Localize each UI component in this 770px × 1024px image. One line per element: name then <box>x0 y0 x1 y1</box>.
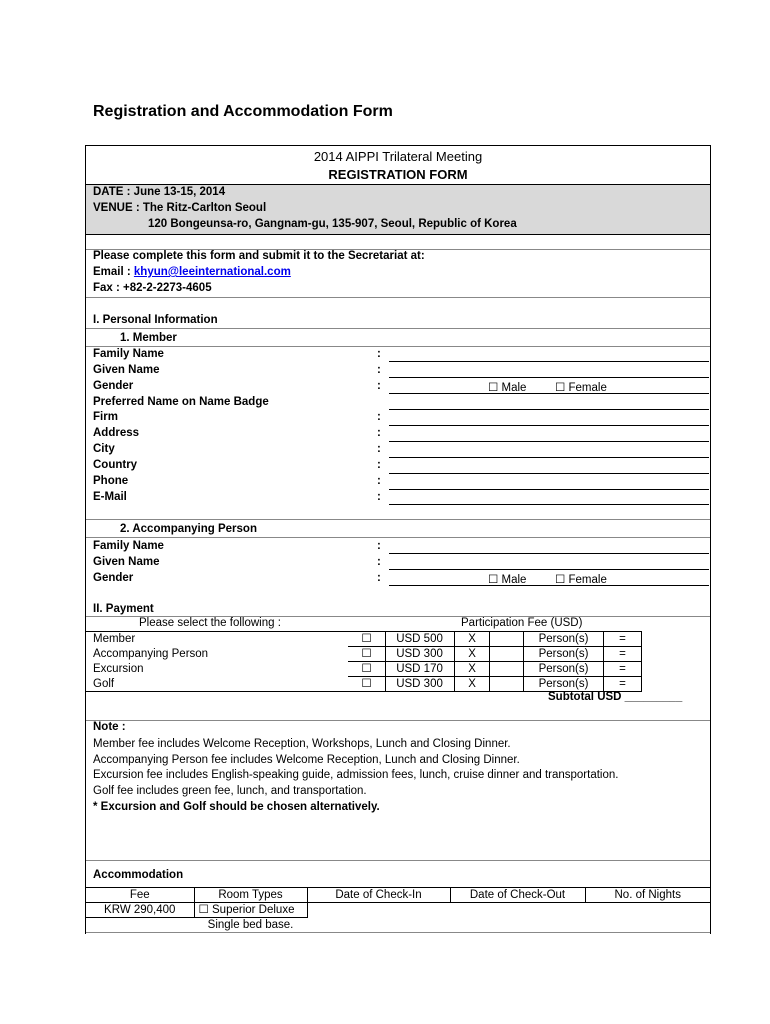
note-line: Golf fee includes green fee, lunch, and transportation. <box>93 785 367 797</box>
table-row <box>86 662 642 677</box>
firm-field[interactable] <box>389 425 709 426</box>
accompanying-heading: 2. Accompanying Person <box>120 523 257 535</box>
fee-checkbox-golf[interactable]: ☐ <box>348 677 386 692</box>
gender-field <box>389 393 709 394</box>
accommodation-table <box>86 887 710 932</box>
fee-equals: = <box>604 662 642 677</box>
fee-persons-input[interactable] <box>490 632 524 647</box>
colon: : <box>377 459 381 471</box>
section-payment-title: II. Payment <box>93 603 154 615</box>
submit-instruction: Please complete this form and submit it to the Secretariat at: <box>93 250 425 262</box>
fee-x: X <box>455 632 490 647</box>
city-field[interactable] <box>389 457 709 458</box>
acc-family-name-field[interactable] <box>389 553 709 554</box>
acc-nights-cell[interactable] <box>585 903 710 918</box>
field-label-family-name: Family Name <box>93 348 164 360</box>
fee-persons-label: Person(s) <box>524 677 604 692</box>
fee-label-golf: Golf <box>86 677 348 692</box>
fee-checkbox-accompanying[interactable]: ☐ <box>348 647 386 662</box>
acc-header-check-out: Date of Check-Out <box>450 888 585 903</box>
note-line: Accompanying Person fee includes Welcome Reception, Lunch and Closing Dinner. <box>93 754 520 766</box>
field-label-gender: Gender <box>93 380 134 392</box>
fee-equals: = <box>604 632 642 647</box>
fee-checkbox-excursion[interactable]: ☐ <box>348 662 386 677</box>
colon: : <box>377 475 381 487</box>
event-address: 120 Bongeunsa-ro, Gangnam-gu, 135-907, Seoul, Republic of Korea <box>148 218 517 230</box>
gender-female-checkbox[interactable]: ☐ Female <box>555 382 607 394</box>
colon: : <box>377 411 381 423</box>
acc-gender-male-checkbox[interactable]: ☐ Male <box>488 574 527 586</box>
table-row <box>86 647 642 662</box>
divider <box>86 860 710 861</box>
acc-header-fee: Fee <box>86 888 194 903</box>
fee-label-member: Member <box>86 632 348 647</box>
fee-price-member: USD 500 <box>386 632 455 647</box>
divider <box>86 720 710 721</box>
acc-fee-value: KRW 290,400 <box>86 903 194 918</box>
given-name-field[interactable] <box>389 377 709 378</box>
country-field[interactable] <box>389 473 709 474</box>
divider <box>86 346 710 347</box>
acc-room-note: Single bed base. <box>207 919 294 931</box>
fee-persons-label: Person(s) <box>524 647 604 662</box>
table-row <box>86 632 642 647</box>
meeting-title: 2014 AIPPI Trilateral Meeting <box>313 149 483 164</box>
fee-x: X <box>455 662 490 677</box>
email-line <box>93 266 291 278</box>
acc-empty-cell <box>86 918 194 933</box>
event-date: DATE : June 13-15, 2014 <box>93 186 226 198</box>
field-label-badge-name: Preferred Name on Name Badge <box>93 396 269 408</box>
address-field[interactable] <box>389 441 709 442</box>
acc-check-out-cell[interactable] <box>450 903 585 918</box>
fee-checkbox-member[interactable]: ☐ <box>348 632 386 647</box>
table-row <box>86 677 642 692</box>
section-personal-title: I. Personal Information <box>93 314 218 326</box>
email-field[interactable] <box>389 504 709 505</box>
acc-empty-cell <box>450 918 585 933</box>
colon: : <box>377 348 381 360</box>
acc-label-family-name: Family Name <box>93 540 164 552</box>
fee-persons-label: Person(s) <box>524 662 604 677</box>
colon: : <box>377 540 381 552</box>
note-line: Member fee includes Welcome Reception, Workshops, Lunch and Closing Dinner. <box>93 738 511 750</box>
family-name-field[interactable] <box>389 361 709 362</box>
event-venue: VENUE : The Ritz-Carlton Seoul <box>93 202 267 214</box>
email-label: Email : <box>93 266 134 278</box>
registration-form <box>85 145 711 934</box>
participation-fee-header: Participation Fee (USD) <box>461 617 583 629</box>
acc-empty-cell <box>307 918 450 933</box>
fee-persons-input[interactable] <box>490 677 524 692</box>
table-row <box>86 918 710 933</box>
note-title: Note : <box>93 721 126 733</box>
subtotal: Subtotal USD _________ <box>548 691 683 703</box>
fee-price-golf: USD 300 <box>386 677 455 692</box>
acc-label-given-name: Given Name <box>93 556 160 568</box>
fee-price-accompanying: USD 300 <box>386 647 455 662</box>
form-bottom-line <box>86 932 710 933</box>
table-row <box>86 888 710 903</box>
field-label-given-name: Given Name <box>93 364 160 376</box>
note-line: Excursion fee includes English-speaking guide, admission fees, lunch, cruise dinner and transportation. <box>93 769 619 781</box>
accommodation-title: Accommodation <box>93 869 184 881</box>
fee-persons-input[interactable] <box>490 647 524 662</box>
payment-select-label: Please select the following : <box>139 617 281 629</box>
colon: : <box>377 443 381 455</box>
colon: : <box>377 427 381 439</box>
fee-equals: = <box>604 677 642 692</box>
colon: : <box>377 572 381 584</box>
acc-gender-female-checkbox[interactable]: ☐ Female <box>555 574 607 586</box>
colon: : <box>377 556 381 568</box>
acc-check-in-cell[interactable] <box>307 903 450 918</box>
event-info-band <box>86 184 710 235</box>
field-label-country: Country <box>93 459 138 471</box>
divider <box>86 297 710 298</box>
colon: : <box>377 364 381 376</box>
fax-line: Fax : +82-2-2273-4605 <box>93 282 212 294</box>
acc-gender-field <box>389 585 709 586</box>
acc-empty-cell <box>585 918 710 933</box>
field-label-firm: Firm <box>93 411 118 423</box>
acc-header-room-types: Room Types <box>194 888 307 903</box>
acc-header-nights: No. of Nights <box>585 888 710 903</box>
fee-x: X <box>455 647 490 662</box>
field-label-city: City <box>93 443 115 455</box>
acc-label-gender: Gender <box>93 572 134 584</box>
note-emphasis: * Excursion and Golf should be chosen alternatively. <box>93 801 380 813</box>
fee-label-accompanying: Accompanying Person <box>93 648 209 660</box>
acc-room-checkbox[interactable]: ☐ Superior Deluxe <box>194 903 307 918</box>
gender-male-checkbox[interactable]: ☐ Male <box>488 382 527 394</box>
badge-name-field[interactable] <box>389 409 709 410</box>
fee-persons-input[interactable] <box>490 662 524 677</box>
fee-x: X <box>455 677 490 692</box>
fee-price-excursion: USD 170 <box>386 662 455 677</box>
member-heading: 1. Member <box>120 332 177 344</box>
page-title: Registration and Accommodation Form <box>93 103 393 120</box>
divider <box>86 328 710 329</box>
email-link[interactable]: khyun@leeinternational.com <box>133 266 291 278</box>
field-label-address: Address <box>93 427 140 439</box>
phone-field[interactable] <box>389 489 709 490</box>
colon: : <box>377 491 381 503</box>
divider <box>86 537 710 538</box>
colon: : <box>377 380 381 392</box>
acc-header-check-in: Date of Check-In <box>307 888 450 903</box>
payment-table <box>86 631 642 692</box>
divider <box>86 519 710 520</box>
field-label-phone: Phone <box>93 475 129 487</box>
field-label-email: E-Mail <box>93 491 127 503</box>
table-row <box>86 903 710 918</box>
acc-given-name-field[interactable] <box>389 569 709 570</box>
fee-equals: = <box>604 647 642 662</box>
form-title: REGISTRATION FORM <box>328 167 468 182</box>
fee-label-excursion: Excursion <box>93 663 144 675</box>
fee-persons-label: Person(s) <box>524 632 604 647</box>
